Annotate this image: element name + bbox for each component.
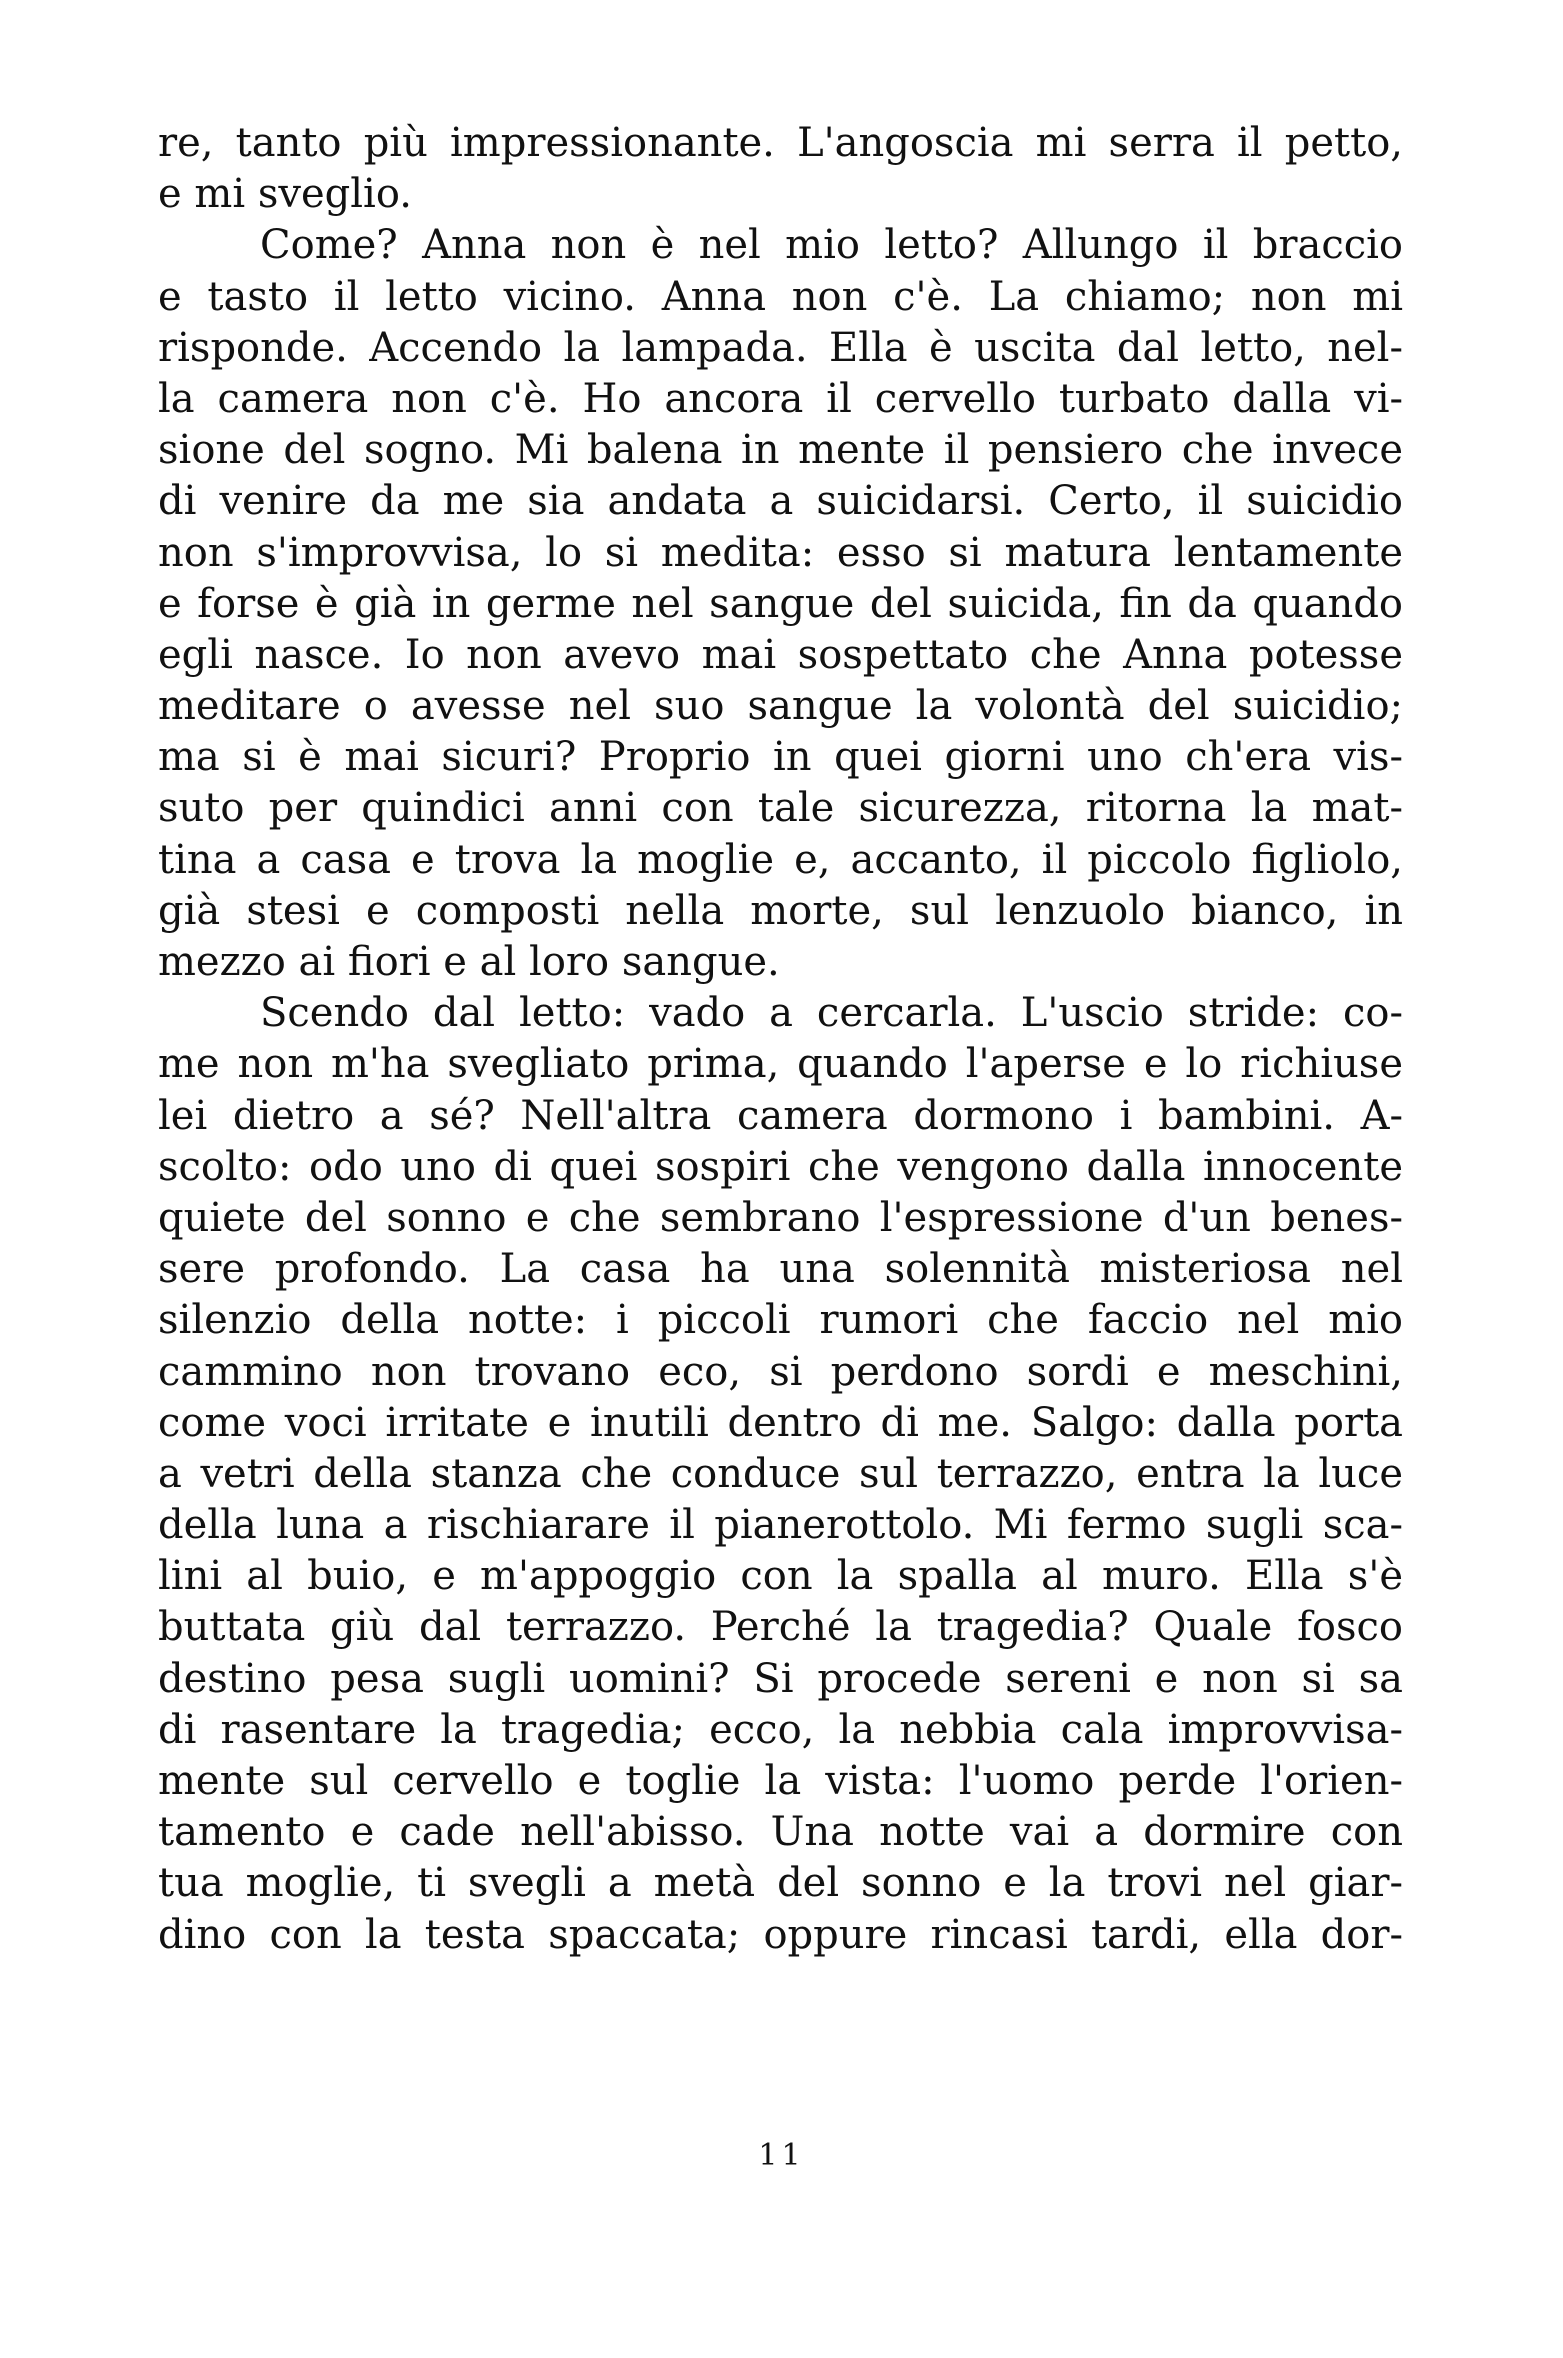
text-line: me non m'ha svegliato prima, quando l'aperse e lo richiuse — [158, 1041, 1403, 1088]
body-text — [158, 118, 1403, 1961]
text-line: destino pesa sugli uomini? Si procede sereni e non si sa — [158, 1655, 1403, 1702]
text-line: tina a casa e trova la moglie e, accanto, il piccolo figliolo, — [158, 836, 1403, 883]
text-line: a vetri della stanza che conduce sul terrazzo, entra la luce — [158, 1450, 1403, 1497]
text-line: e mi sveglio. — [158, 171, 412, 218]
text-line: lei dietro a sé? Nell'altra camera dormono i bambini. A- — [158, 1092, 1403, 1139]
text-line: risponde. Accendo la lampada. Ella è uscita dal letto, nel- — [158, 324, 1403, 371]
text-line: re, tanto più impressionante. L'angoscia mi serra il petto, — [158, 120, 1403, 166]
text-line: mezzo ai fiori e al loro sangue. — [158, 939, 780, 985]
text-line: suto per quindici anni con tale sicurezza, ritorna la mat- — [158, 785, 1403, 832]
text-line: e forse è già in germe nel sangue del suicida, fin da quando — [158, 580, 1403, 627]
text-line: meditare o avesse nel suo sangue la volontà del suicidio; — [158, 683, 1403, 730]
text-line: mente sul cervello e toglie la vista: l'uomo perde l'orien- — [158, 1758, 1403, 1804]
text-line: di rasentare la tragedia; ecco, la nebbia cala improvvisa- — [158, 1706, 1403, 1753]
text-line: la camera non c'è. Ho ancora il cervello turbato dalla vi- — [158, 375, 1403, 422]
text-line: sere profondo. La casa ha una solennità misteriosa nel — [158, 1246, 1403, 1293]
text-line: dino con la testa spaccata; oppure rincasi tardi, ella dor- — [158, 1911, 1403, 1958]
text-line: come voci irritate e inutili dentro di me. Salgo: dalla porta — [158, 1399, 1403, 1446]
text-line: egli nasce. Io non avevo mai sospettato che Anna potesse — [158, 631, 1403, 678]
text-line: della luna a rischiarare il pianerottolo. Mi fermo sugli sca- — [158, 1502, 1403, 1549]
text-line: tamento e cade nell'abisso. Una notte vai a dormire con — [158, 1809, 1403, 1856]
text-line: tua moglie, ti svegli a metà del sonno e la trovi nel giar- — [158, 1860, 1403, 1907]
text-line: sione del sogno. Mi balena in mente il pensiero che invece — [158, 427, 1403, 474]
page-number: 11 — [758, 2138, 805, 2173]
text-line: già stesi e composti nella morte, sul lenzuolo bianco, in — [158, 887, 1403, 934]
text-line: cammino non trovano eco, si perdono sordi e meschini, — [158, 1348, 1403, 1395]
text-line: Come? Anna non è nel mio letto? Allungo il braccio — [260, 222, 1403, 269]
text-line: non s'improvvisa, lo si medita: esso si matura lentamente — [158, 529, 1403, 576]
text-line: e tasto il letto vicino. Anna non c'è. La chiamo; non mi — [158, 273, 1403, 320]
text-line: di venire da me sia andata a suicidarsi. Certo, il suicidio — [158, 478, 1403, 525]
text-line: ma si è mai sicuri? Proprio in quei giorni uno ch'era vis- — [158, 734, 1403, 781]
text-line: quiete del sonno e che sembrano l'espressione d'un benes- — [158, 1194, 1403, 1241]
text-line: buttata giù dal terrazzo. Perché la tragedia? Quale fosco — [158, 1604, 1403, 1651]
text-line: Scendo dal letto: vado a cercarla. L'uscio stride: co- — [260, 990, 1403, 1037]
text-line: silenzio della notte: i piccoli rumori che faccio nel mio — [158, 1297, 1403, 1344]
text-line: lini al buio, e m'appoggio con la spalla al muro. Ella s'è — [158, 1553, 1403, 1600]
text-line: scolto: odo uno di quei sospiri che vengono dalla innocente — [158, 1143, 1403, 1190]
